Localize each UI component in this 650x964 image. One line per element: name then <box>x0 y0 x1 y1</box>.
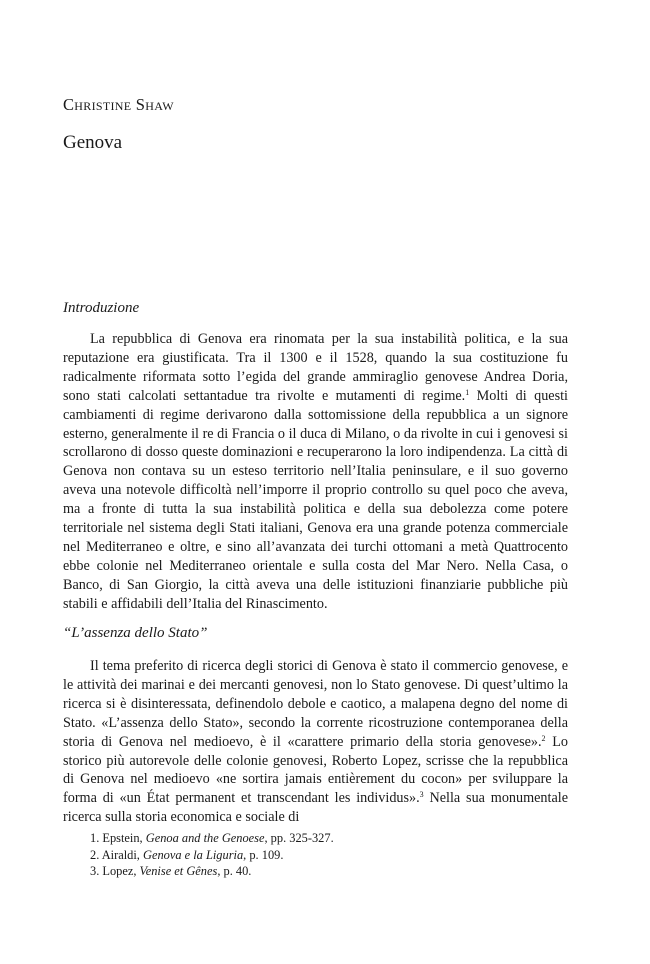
paragraph-text: La repubblica di Genova era rinomata per la sua instabilità politica, e la sua reputazione era giustificata. Tra il 1300 e il 1528, quando la sua costituzione fu radicalmente riformata sotto l’egida del grande ammiraglio genovese Andrea Doria, sono stati calcolati settantadue tra rivolte e mutamenti di regime. <box>63 331 568 404</box>
footnote-ref-1[interactable]: 1 <box>465 387 470 397</box>
footnotes <box>90 830 334 880</box>
section-heading-assenza-stato: “L’assenza dello Stato” <box>63 625 208 641</box>
footnote-item: 2. Airaldi, Genova e la Liguria, p. 109. <box>90 847 284 862</box>
paragraph-assenza-stato <box>63 657 568 827</box>
chapter-title: Genova <box>63 132 123 153</box>
section-heading-introduzione: Introduzione <box>63 300 140 316</box>
paragraph-text: Molti di questi cambiamenti di regime derivarono dalla sottomissione della repubblica a un signore esterno, generalmente il re di Francia o il duca di Milano, o da rivolte in cui i genovesi si scrollarono di dosso queste dominazioni e recuperarono la loro indipendenza. La città di Genova non contava su un esteso territorio nell’Italia peninsulare, e il suo governo aveva una notevole difficoltà nell’imporre il proprio controllo su quel poco che aveva, ma a fronte di tutta la sua instabilità politica e della sua debolezza come potere territoriale nel sistema degli Stati italiani, Genova era una grande potenza commerciale nel Mediterraneo e oltre, e sino all’avanzata dei turchi ottomani a metà Quattrocento ebbe colonie nel Mediterraneo orientale e sulla costa del Mar Nero. Nella Casa, o Banco, di San Giorgio, la città aveva una delle istituzioni finanziarie pubbliche più stabili e affidabili dell’Italia del Rinascimento. <box>63 387 568 612</box>
footnote-item: 1. Epstein, Genoa and the Genoese, pp. 325-327. <box>90 831 334 845</box>
paragraph-text: Il tema preferito di ricerca degli storici di Genova è stato il commercio genovese, e le attività dei marinai e dei mercanti genovesi, non lo Stato genovese. Di quest’ultimo la ricerca si è disinteressata, definendolo debole e caotico, a malapena degno del nome di Stato. «L’assenza dello Stato», secondo la corrente ricostruzione contemporanea della storia di Genova nel medioevo, è il «carattere primario della storia genovese». <box>63 658 568 750</box>
paragraph-text: Nella sua monumentale ricerca sulla storia economica e sociale di <box>63 790 569 826</box>
footnote-item: 3. Lopez, Venise et Gênes, p. 40. <box>90 864 252 878</box>
footnote-work-title: Genova e la Liguria <box>143 847 244 862</box>
author-name: Christine Shaw <box>63 95 174 114</box>
footnote-ref-2[interactable]: 2 <box>541 733 546 743</box>
footnote-work-title: Venise et Gênes <box>139 864 218 878</box>
paragraph-text: Lo storico più autorevole delle colonie genovesi, Roberto Lopez, scrisse che la repubblica di Genova nel medioevo «ne sortira jamais entièrement du cocon» per sviluppare la forma di «un État permanent et transcendant les individus». <box>63 733 568 807</box>
footnote-work-title: Genoa and the Genoese <box>145 831 265 845</box>
footnote-ref-3[interactable]: 3 <box>419 790 424 800</box>
paragraph-introduzione <box>63 330 568 614</box>
